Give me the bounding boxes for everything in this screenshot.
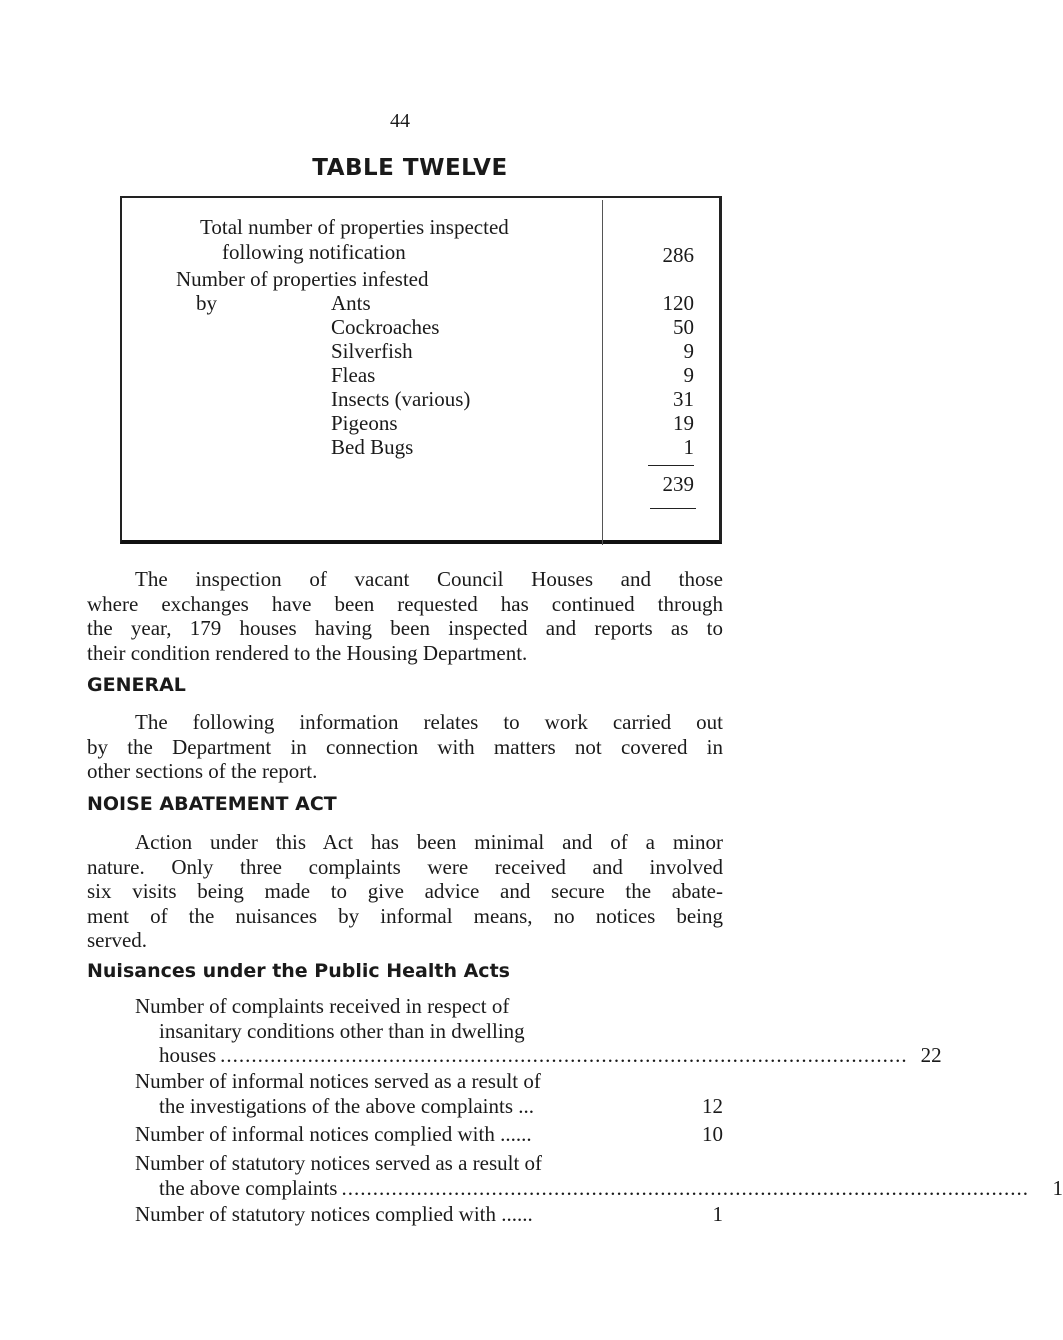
general-heading: GENERAL xyxy=(87,674,186,696)
text-line: Action under this Act has been minimal and of a minor xyxy=(135,830,723,854)
item-value: 10 xyxy=(702,1122,723,1146)
nuisance-item xyxy=(135,1202,723,1227)
text-line: by the Department in connection with matters not covered in xyxy=(87,734,723,759)
text-line: ment of the nuisances by informal means, no notices being xyxy=(87,903,723,928)
leader-dots: .............................................................................................................. xyxy=(220,1043,908,1067)
pest-value: 1 xyxy=(683,435,694,459)
pest-name: Bed Bugs xyxy=(331,435,414,459)
item-tail: Number of informal notices complied with ...... xyxy=(135,1122,532,1146)
pest-value: 31 xyxy=(673,387,694,411)
nuisance-item xyxy=(135,994,942,1068)
pest-name: Cockroaches xyxy=(331,315,440,339)
pest-name: Fleas xyxy=(331,363,376,387)
inspected-label-line2: following notification xyxy=(222,240,406,264)
pest-value: 9 xyxy=(683,339,694,363)
text-line: where exchanges have been requested has continued through xyxy=(87,591,723,616)
text-line: The inspection of vacant Council Houses and those xyxy=(135,567,723,591)
item-value: 22 xyxy=(920,1043,942,1067)
text-line: their condition rendered to the Housing Department. xyxy=(87,640,528,665)
table-title: TABLE TWELVE xyxy=(312,155,508,181)
pest-value: 120 xyxy=(662,291,694,315)
nuisance-item xyxy=(135,1122,723,1147)
item-line: Number of informal notices served as a result of xyxy=(135,1069,541,1093)
total-rule-bottom xyxy=(650,508,696,509)
pest-name: Pigeons xyxy=(331,411,398,435)
text-line: served. xyxy=(87,928,148,952)
pest-value: 9 xyxy=(683,363,694,387)
noise-heading: NOISE ABATEMENT ACT xyxy=(87,793,337,815)
item-value: 1 xyxy=(712,1202,723,1226)
pest-name: Silverfish xyxy=(331,339,413,363)
infested-label: Number of properties infested xyxy=(176,267,429,291)
item-line: Number of complaints received in respect of xyxy=(135,994,510,1018)
pest-value: 50 xyxy=(673,315,694,339)
item-value: 12 xyxy=(702,1093,723,1118)
item-line: insanitary conditions other than in dwelling xyxy=(159,1018,525,1043)
nuisances-heading: Nuisances under the Public Health Acts xyxy=(87,960,510,982)
nuisance-item xyxy=(135,1151,1063,1200)
item-tail: the above complaints xyxy=(159,1175,338,1200)
pest-name: Insects (various) xyxy=(331,387,471,411)
item-line: Number of statutory notices served as a result of xyxy=(135,1151,543,1175)
total-rule-top xyxy=(648,465,694,466)
item-tail: Number of statutory notices complied with ...... xyxy=(135,1202,533,1226)
text-line: six visits being made to give advice and secure the abate- xyxy=(87,879,723,903)
item-tail: houses xyxy=(159,1043,217,1067)
intro-paragraph xyxy=(87,567,723,665)
general-paragraph xyxy=(87,710,723,784)
pest-value: 19 xyxy=(673,411,694,435)
noise-paragraph xyxy=(87,830,723,953)
text-line: nature. Only three complaints were received and involved xyxy=(87,854,723,879)
inspected-label-line1: Total number of properties inspected xyxy=(200,215,509,239)
text-line: The following information relates to work carried out xyxy=(135,710,723,734)
leader-dots: .............................................................................................................. xyxy=(341,1175,1029,1200)
item-tail: the investigations of the above complaints ... xyxy=(159,1093,535,1118)
total-value: 239 xyxy=(662,472,694,496)
by-label: by xyxy=(196,291,217,315)
page-number: 44 xyxy=(390,110,410,132)
text-line: other sections of the report. xyxy=(87,759,318,783)
item-value: 1 xyxy=(1052,1175,1063,1200)
inspected-value: 286 xyxy=(662,243,694,267)
text-line: the year, 179 houses having been inspected and reports as to xyxy=(87,616,723,640)
nuisance-item xyxy=(135,1069,723,1118)
pest-name: Ants xyxy=(331,291,371,315)
